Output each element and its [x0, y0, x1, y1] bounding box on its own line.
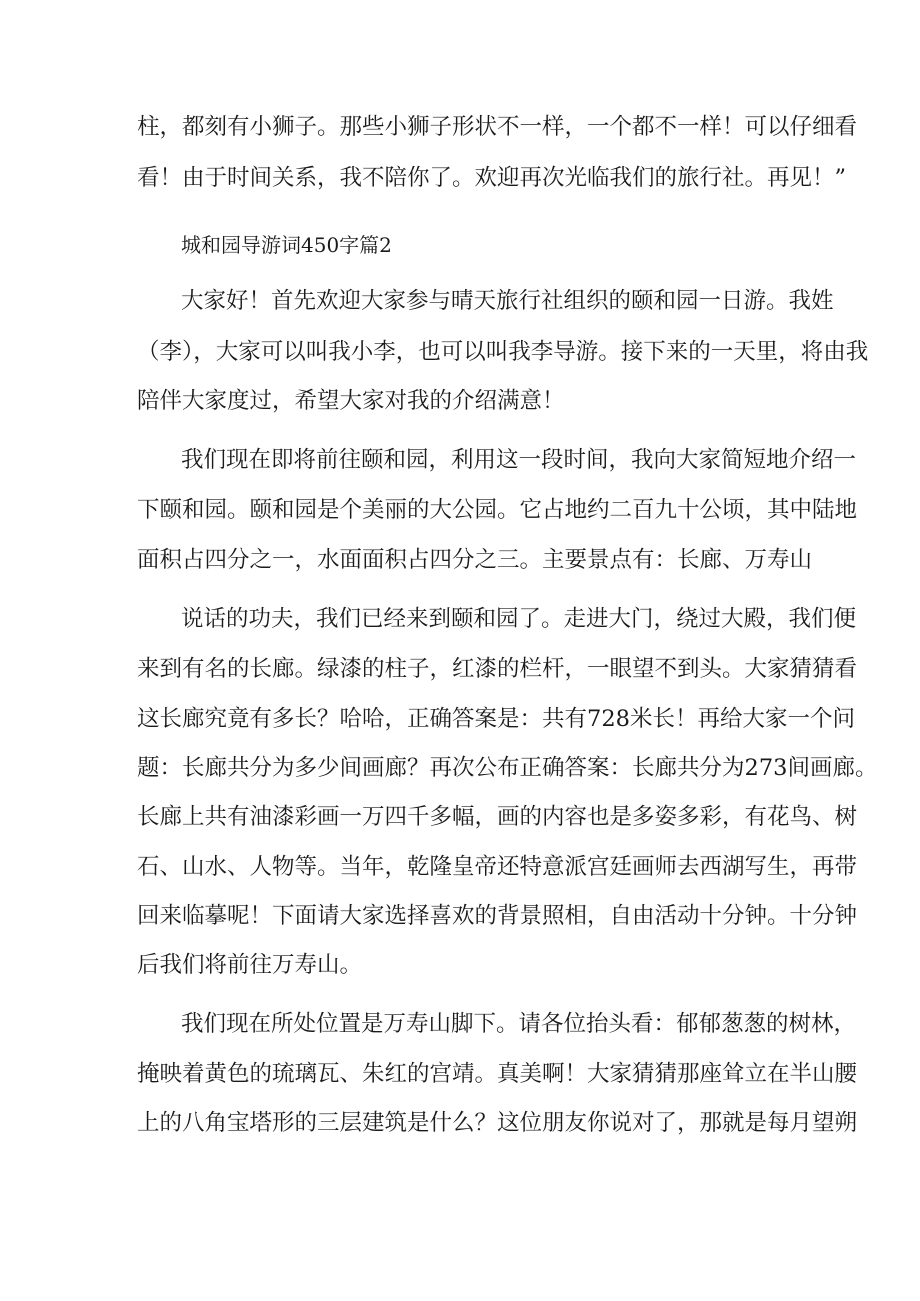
- text-line: 上的八角宝塔形的三层建筑是什么？这位朋友你说对了，那就是每月望朔: [137, 1110, 858, 1136]
- text-line: 回来临摹呢！下面请大家选择喜欢的背景照相，自由活动十分钟。十分钟: [137, 903, 858, 929]
- text-line: （李），大家可以叫我小李，也可以叫我李导游。接下来的一天里，将由我: [137, 339, 869, 365]
- section-heading: 城和园导游词450字篇2: [181, 233, 392, 257]
- text-line: 后我们将前往万寿山。: [137, 952, 363, 978]
- text-line: 来到有名的长廊。绿漆的柱子，红漆的栏杆，一眼望不到头。大家猜猜看: [137, 656, 858, 682]
- text-line: 题：长廊共分为多少间画廊？再次公布正确答案：长廊共分为273间画廊。: [137, 755, 878, 781]
- text-line: 我们现在即将前往颐和园，利用这一段时间，我向大家简短地介绍一: [181, 447, 857, 473]
- text-line: 这长廊究竟有多长？哈哈，正确答案是：共有728米长！再给大家一个问: [137, 706, 855, 732]
- text-line: 看！由于时间关系，我不陪你了。欢迎再次光临我们的旅行社。再见！”: [137, 165, 847, 191]
- text-line: 大家好！首先欢迎大家参与晴天旅行社组织的颐和园一日游。我姓: [181, 288, 834, 314]
- text-line: 我们现在所处位置是万寿山脚下。请各位抬头看：郁郁葱葱的树林，: [181, 1011, 857, 1037]
- text-line: 长廊上共有油漆彩画一万四千多幅，画的内容也是多姿多彩，有花鸟、树: [137, 804, 858, 830]
- text-line: 面积占四分之一，水面面积占四分之三。主要景点有：长廊、万寿山: [137, 547, 813, 573]
- text-line: 下颐和园。颐和园是个美丽的大公园。它占地约二百九十公顷，其中陆地: [137, 497, 858, 523]
- text-line: 柱，都刻有小狮子。那些小狮子形状不一样，一个都不一样！可以仔细看: [137, 114, 858, 140]
- text-line: 陪伴大家度过，希望大家对我的介绍满意！: [137, 388, 565, 414]
- text-line: 说话的功夫，我们已经来到颐和园了。走进大门，绕过大殿，我们便: [181, 606, 857, 632]
- text-line: 石、山水、人物等。当年，乾隆皇帝还特意派宫廷画师去西湖写生，再带: [137, 854, 858, 880]
- text-line: 掩映着黄色的琉璃瓦、朱红的宫靖。真美啊！大家猜猜那座耸立在半山腰: [137, 1061, 858, 1087]
